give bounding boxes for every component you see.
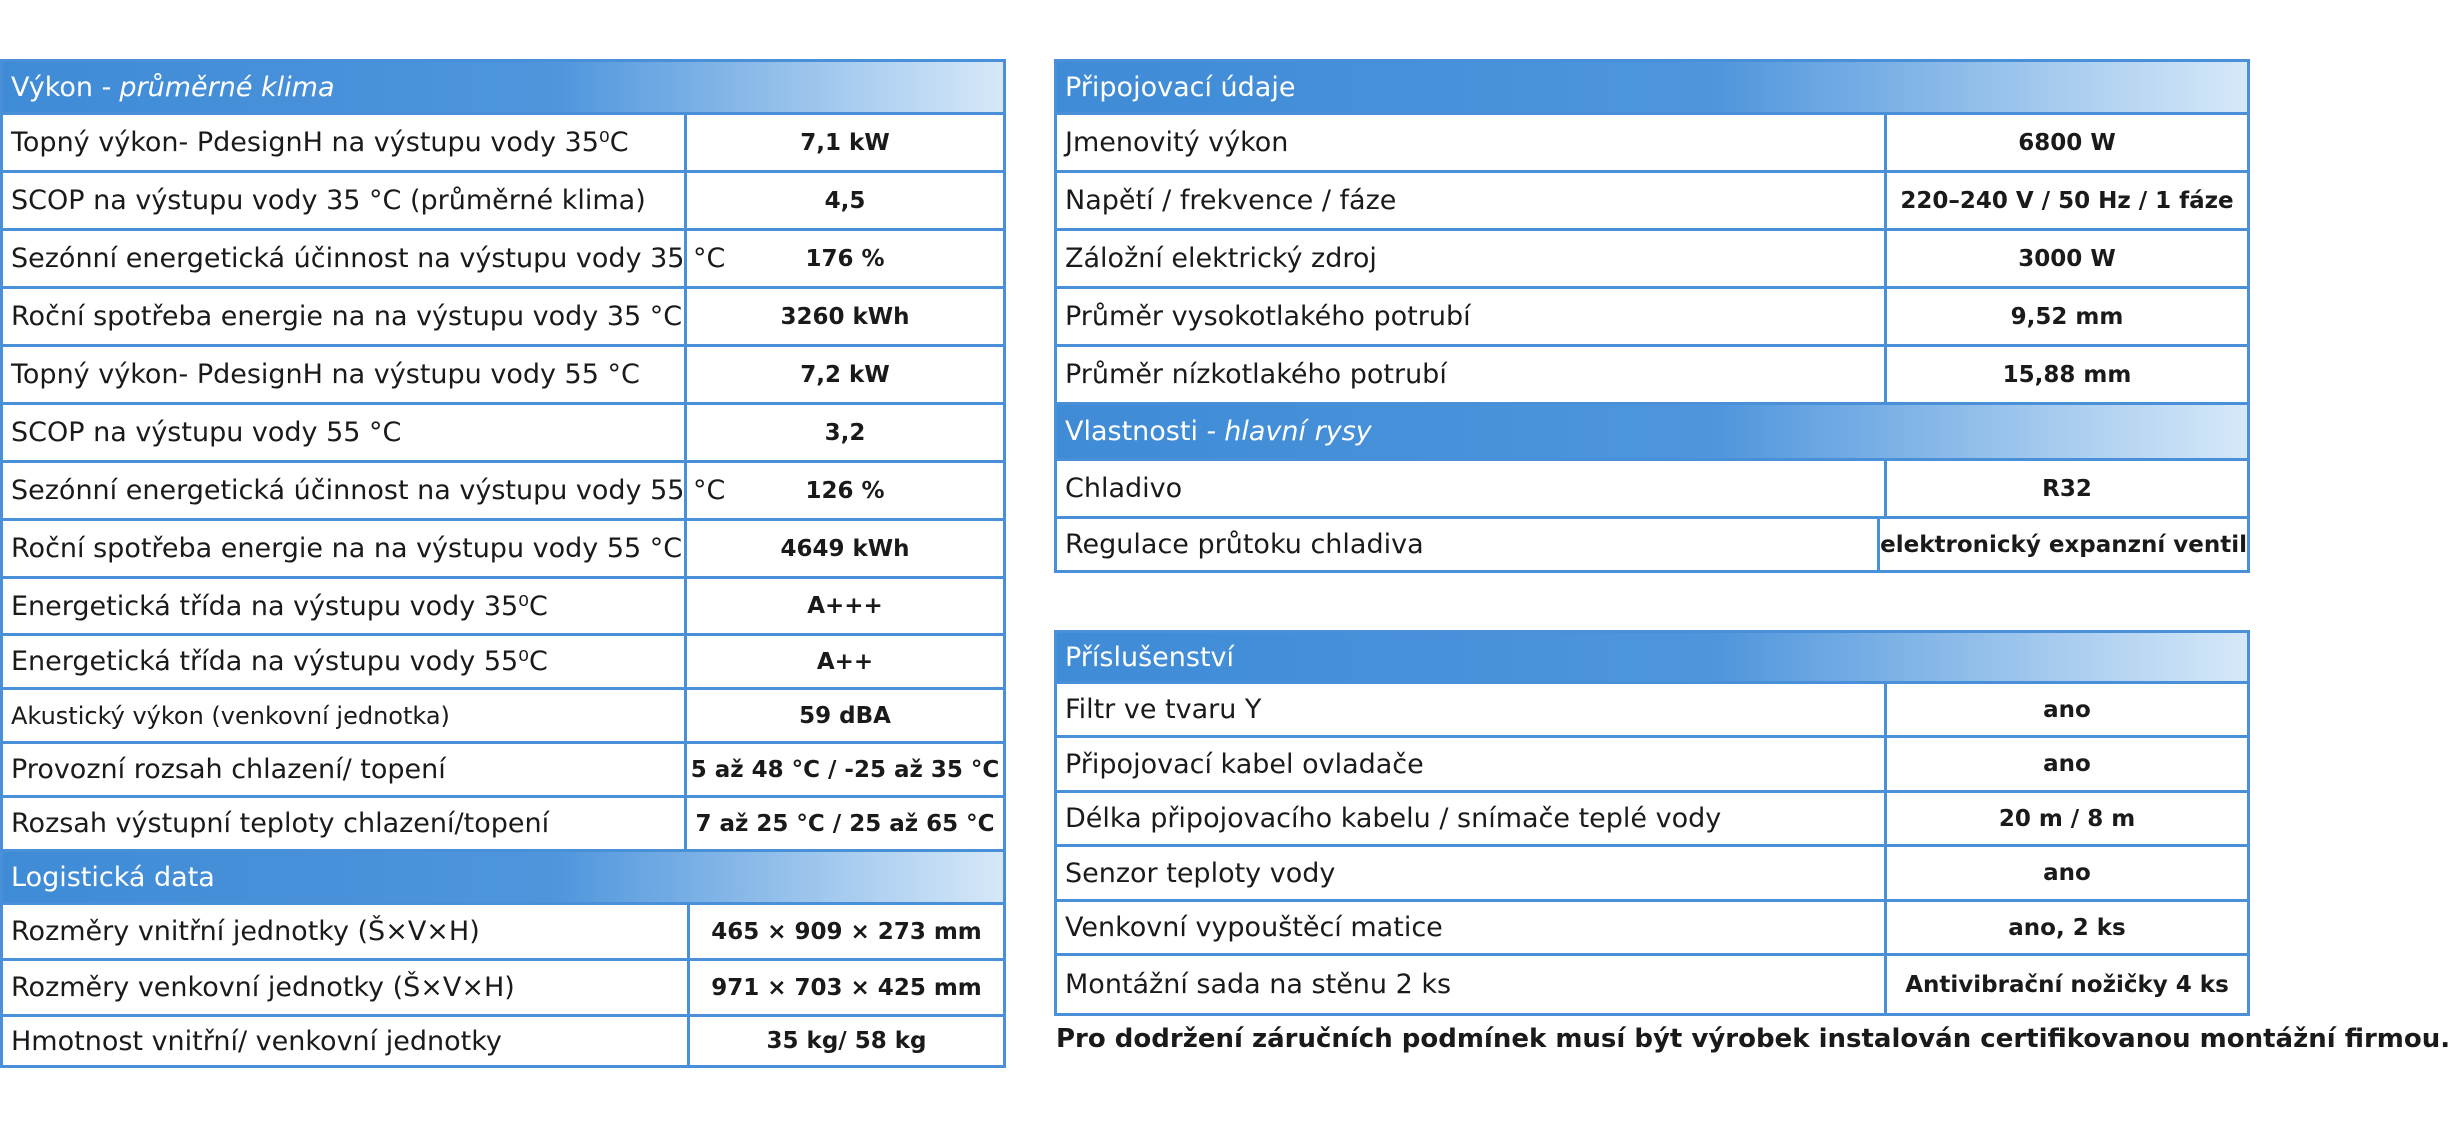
row-label: Rozměry vnitřní jednotky (Š×V×H) — [3, 905, 690, 958]
table-row — [1057, 681, 2247, 735]
table-row — [1057, 228, 2247, 286]
row-label: Roční spotřeba energie na na výstupu vody 35 °C — [3, 289, 687, 344]
table-row — [3, 1014, 1003, 1065]
row-value: 3260 kWh — [780, 303, 910, 330]
row-label: Hmotnost vnitřní/ venkovní jednotky — [3, 1017, 690, 1065]
table-row — [3, 958, 1003, 1014]
table-row — [1057, 735, 2247, 790]
row-value: 4,5 — [824, 187, 866, 214]
row-value: 20 m / 8 m — [1998, 805, 2136, 832]
accessories-header-title: Příslušenství — [1065, 641, 1235, 673]
table-row — [3, 518, 1003, 576]
row-value: 4649 kWh — [780, 535, 910, 562]
row-label: Roční spotřeba energie na na výstupu vody 55 °C — [3, 521, 687, 576]
table-row — [3, 460, 1003, 518]
row-label: Regulace průtoku chladiva — [1057, 519, 1880, 570]
row-value: ano — [2043, 751, 2091, 777]
row-label: Akustický výkon (venkovní jednotka) — [3, 690, 687, 741]
row-value: A+++ — [807, 593, 883, 619]
row-value: 59 dBA — [799, 702, 891, 729]
performance-header-main: Výkon - — [11, 71, 112, 103]
performance-header-italic: průměrné klima — [119, 71, 335, 103]
row-value: 3000 W — [2018, 245, 2116, 272]
table-row — [3, 741, 1003, 795]
row-value: 176 % — [805, 245, 885, 272]
row-value: 126 % — [805, 477, 885, 504]
warranty-note: Pro dodržení záručních podmínek musí být výrobek instalován certifikovanou montážní firmou. — [1056, 1024, 2450, 1054]
row-label: Energetická třída na výstupu vody 55⁰C — [3, 636, 687, 687]
logistics-header-title: Logistická data — [11, 861, 215, 893]
table-row — [1057, 899, 2247, 953]
row-label: Sezónní energetická účinnost na výstupu vody 35 °C — [3, 231, 687, 286]
row-label: Rozměry venkovní jednotky (Š×V×H) — [3, 961, 690, 1014]
row-label: Energetická třída na výstupu vody 35⁰C — [3, 579, 687, 633]
row-value: 35 kg/ 58 kg — [766, 1028, 927, 1054]
row-label: Senzor teploty vody — [1057, 847, 1887, 899]
row-value: 15,88 mm — [2002, 361, 2132, 388]
table-row — [1057, 344, 2247, 402]
row-value: 6800 W — [2018, 129, 2116, 156]
table-row — [1057, 790, 2247, 844]
table-row — [1057, 112, 2247, 170]
row-label: Provozní rozsah chlazení/ topení — [3, 744, 687, 795]
connection-table — [1054, 59, 2250, 573]
row-label: Montážní sada na stěnu 2 ks — [1057, 956, 1887, 1013]
performance-table — [0, 59, 1006, 1068]
row-label: Rozsah výstupní teploty chlazení/topení — [3, 798, 687, 849]
row-value: R32 — [2042, 475, 2092, 502]
row-value: 9,52 mm — [2010, 303, 2124, 330]
row-label: SCOP na výstupu vody 35 °C (průměrné klima) — [3, 173, 687, 228]
row-label: Chladivo — [1057, 461, 1887, 516]
row-label: Filtr ve tvaru Y — [1057, 684, 1887, 735]
row-value: 3,2 — [824, 419, 866, 446]
table-row — [3, 633, 1003, 687]
features-header — [1057, 402, 2247, 458]
table-row — [3, 402, 1003, 460]
row-value: 7 až 25 °C / 25 až 65 °C — [695, 810, 995, 837]
table-row — [1057, 953, 2247, 1013]
row-label: Topný výkon- PdesignH na výstupu vody 35⁰C — [3, 115, 687, 170]
table-row — [1057, 516, 2247, 570]
table-row — [3, 286, 1003, 344]
row-label: Topný výkon- PdesignH na výstupu vody 55 °C — [3, 347, 687, 402]
row-value: Antivibrační nožičky 4 ks — [1905, 971, 2229, 998]
row-value: 220–240 V / 50 Hz / 1 fáze — [1900, 187, 2234, 214]
table-row — [3, 795, 1003, 849]
row-label: Délka připojovacího kabelu / snímače teplé vody — [1057, 793, 1887, 844]
table-row — [1057, 458, 2247, 516]
row-value: 971 × 703 × 425 mm — [711, 974, 982, 1001]
row-label: Venkovní vypouštěcí matice — [1057, 902, 1887, 953]
row-label: Průměr nízkotlakého potrubí — [1057, 347, 1887, 402]
table-row — [3, 902, 1003, 958]
logistics-header — [3, 849, 1003, 902]
row-value: 7,2 kW — [800, 361, 890, 388]
table-row — [1057, 170, 2247, 228]
table-row — [3, 687, 1003, 741]
table-row — [3, 112, 1003, 170]
row-label: Napětí / frekvence / fáze — [1057, 173, 1887, 228]
table-row — [3, 228, 1003, 286]
accessories-header — [1057, 633, 2247, 681]
features-header-main: Vlastnosti - — [1065, 416, 1217, 447]
row-label: Záložní elektrický zdroj — [1057, 231, 1887, 286]
row-label: Sezónní energetická účinnost na výstupu vody 55 °C — [3, 463, 687, 518]
table-row — [3, 576, 1003, 633]
row-value: ano — [2043, 860, 2091, 886]
features-header-italic: hlavní rysy — [1224, 416, 1372, 447]
row-value: 7,1 kW — [800, 129, 890, 156]
table-row — [3, 344, 1003, 402]
row-label: Jmenovitý výkon — [1057, 115, 1887, 170]
table-row — [1057, 286, 2247, 344]
row-value: 5 až 48 °C / -25 až 35 °C — [690, 756, 1000, 783]
performance-header — [3, 62, 1003, 112]
accessories-table — [1054, 630, 2250, 1016]
row-value: A++ — [816, 648, 874, 675]
connection-header-title: Připojovací údaje — [1065, 71, 1296, 103]
row-label: Připojovací kabel ovladače — [1057, 738, 1887, 790]
row-label: Průměr vysokotlakého potrubí — [1057, 289, 1887, 344]
row-value: elektronický expanzní ventil — [1880, 531, 2247, 558]
row-value: ano, 2 ks — [2008, 914, 2126, 941]
table-row — [1057, 844, 2247, 899]
row-label: SCOP na výstupu vody 55 °C — [3, 405, 687, 460]
table-row — [3, 170, 1003, 228]
row-value: 465 × 909 × 273 mm — [711, 918, 982, 945]
connection-header — [1057, 62, 2247, 112]
row-value: ano — [2043, 696, 2091, 723]
